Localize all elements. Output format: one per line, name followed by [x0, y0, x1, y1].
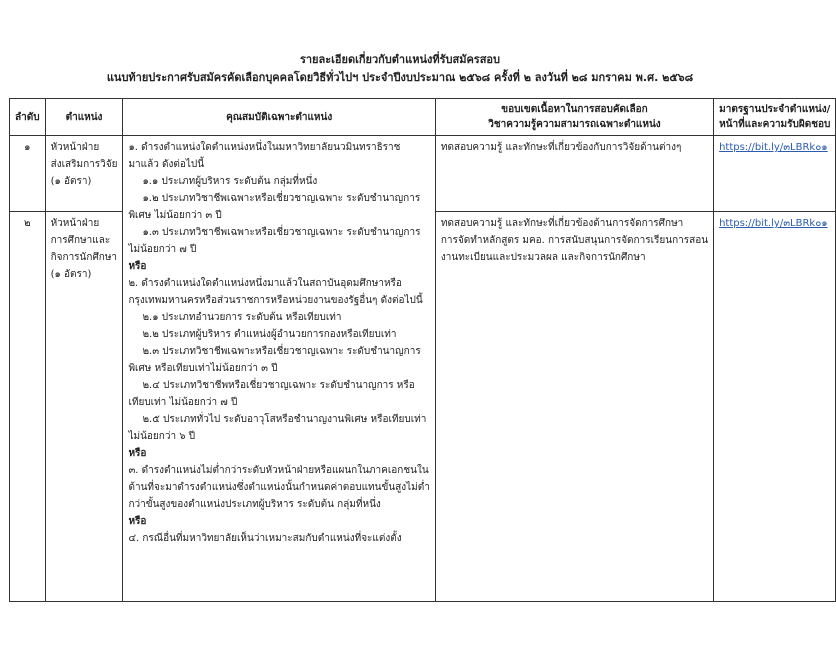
header-standard	[714, 99, 836, 136]
table-header	[10, 99, 836, 136]
header-standard-line1: มาตรฐานประจำตำแหน่ง/	[719, 104, 831, 115]
position-line: (๑ อัตรา)	[50, 176, 92, 187]
position-line: (๑ อัตรา)	[50, 269, 92, 280]
or-label: หรือ	[128, 516, 147, 527]
qualification-line: ๒.๓ ประเภทวิชาชีพเฉพาะหรือเชี่ยวชาญเฉพาะ ระดับชำนาญการ	[142, 346, 421, 357]
qualification-line: ๑.๓ ประเภทวิชาชีพเฉพาะหรือเชี่ยวชาญเฉพาะ ระดับชำนาญการ	[142, 227, 421, 238]
header-scope-line1: ขอบเขตเนื้อหาในการสอบคัดเลือก	[501, 104, 648, 115]
standard-link[interactable]: https://bit.ly/๓LBRk๐๑	[719, 142, 828, 153]
qualification-line: ๑.๑ ประเภทผู้บริหาร ระดับต้น กลุ่มที่หนึ่ง	[142, 176, 318, 187]
qualification-line: เทียบเท่า ไม่น้อยกว่า ๗ ปี	[128, 397, 238, 408]
qualification-line: ๒.๔ ประเภทวิชาชีพหรือเชี่ยวชาญเฉพาะ ระดับชำนาญการ หรือ	[142, 380, 415, 391]
header-qualifications: คุณสมบัติเฉพาะตำแหน่ง	[123, 99, 435, 136]
qualification-line: ๑.๒ ประเภทวิชาชีพเฉพาะหรือเชี่ยวชาญเฉพาะ ระดับชำนาญการ	[142, 193, 421, 204]
document-title: รายละเอียดเกี่ยวกับตำแหน่งที่รับสมัครสอบ	[299, 53, 501, 66]
row-position	[45, 136, 123, 212]
row-standard	[714, 136, 836, 212]
row-no: ๑	[10, 136, 46, 212]
scope-line: การจัดทำหลักสูตร มคอ. การสนับสนุนการจัดการเรียนการสอน	[440, 235, 709, 246]
position-line: การศึกษาและ	[50, 235, 111, 246]
position-line: กิจการนักศึกษา	[50, 252, 118, 263]
header-no: ลำดับ	[10, 99, 46, 136]
or-label: หรือ	[128, 261, 147, 272]
scope-line: ทดสอบความรู้ และทักษะที่เกี่ยวข้องด้านการจัดการศึกษา	[440, 218, 684, 229]
row-scope: ทดสอบความรู้ และทักษะที่เกี่ยวข้องกับการวิจัยด้านต่างๆ	[435, 136, 713, 212]
qualification-line: ๒.๒ ประเภทผู้บริหาร ตำแหน่งผู้อำนวยการกองหรือเทียบเท่า	[142, 329, 397, 340]
position-line: หัวหน้าฝ่าย	[50, 142, 100, 153]
qualification-line: ๒. ดำรงตำแหน่งใดตำแหน่งหนึ่งมาแล้วในสถาบันอุดมศึกษาหรือ	[128, 278, 402, 289]
header-position: ตำแหน่ง	[45, 99, 123, 136]
row-no: ๒	[10, 212, 46, 602]
qualification-line: ไม่น้อยกว่า ๖ ปี	[128, 431, 196, 442]
row-scope	[435, 212, 713, 602]
header-scope-line2: วิชาความรู้ความสามารถเฉพาะตำแหน่ง	[488, 119, 661, 130]
scope-line: งานทะเบียนและประมวลผล และกิจการนักศึกษา	[440, 252, 646, 263]
header-scope	[435, 99, 713, 136]
qualification-line: ๒.๕ ประเภททั่วไป ระดับอาวุโสหรือชำนาญงานพิเศษ หรือเทียบเท่า	[142, 414, 427, 425]
row-standard	[714, 212, 836, 602]
positions-table	[9, 98, 836, 602]
qualification-line: พิเศษ ไม่น้อยกว่า ๓ ปี	[128, 210, 222, 221]
table-row	[10, 136, 836, 212]
qualification-line: ไม่น้อยกว่า ๗ ปี	[128, 244, 197, 255]
qualification-line: ๑. ดำรงตำแหน่งใดตำแหน่งหนึ่งในมหาวิทยาลัยนวมินทราธิราช	[128, 142, 401, 153]
qualifications-cell	[123, 136, 435, 602]
position-line: ส่งเสริมการวิจัย	[50, 159, 118, 170]
document-subtitle: แนบท้ายประกาศรับสมัครคัดเลือกบุคคลโดยวิธีทั่วไปฯ ประจำปีงบประมาณ ๒๕๖๘ ครั้งที่ ๒ ลงวันที่ ๒๘ มกราคม พ.ศ. ๒๕๖๘	[106, 71, 694, 84]
position-line: หัวหน้าฝ่าย	[50, 218, 100, 229]
or-label: หรือ	[128, 448, 147, 459]
row-position	[45, 212, 123, 602]
header-standard-line2: หน้าที่และความรับผิดชอบ	[719, 119, 831, 130]
qualification-line: ด้านที่จะมาดำรงตำแหน่งซึ่งตำแหน่งนั้นกำหนดค่าตอบแทนขั้นสูงไม่ต่ำ	[128, 482, 430, 493]
qualification-line: พิเศษ หรือเทียบเท่าไม่น้อยกว่า ๓ ปี	[128, 363, 278, 374]
qualification-line: ๒.๑ ประเภทอำนวยการ ระดับต้น หรือเทียบเท่า	[142, 312, 342, 323]
qualification-line: กรุงเทพมหานครหรือส่วนราชการหรือหน่วยงานของรัฐอื่นๆ ดังต่อไปนี้	[128, 295, 423, 306]
qualification-line: กว่าขั้นสูงของตำแหน่งประเภทผู้บริหาร ระดับต้น กลุ่มที่หนึ่ง	[128, 499, 381, 510]
qualification-line: มาแล้ว ดังต่อไปนี้	[128, 159, 205, 170]
qualification-line: ๓. ดำรงตำแหน่งไม่ต่ำกว่าระดับหัวหน้าฝ่ายหรือแผนกในภาคเอกชนใน	[128, 465, 429, 476]
qualification-line: ๔. กรณีอื่นที่มหาวิทยาลัยเห็นว่าเหมาะสมกับตำแหน่งที่จะแต่งตั้ง	[128, 533, 402, 544]
standard-link[interactable]: https://bit.ly/๓LBRk๐๑	[719, 218, 828, 229]
